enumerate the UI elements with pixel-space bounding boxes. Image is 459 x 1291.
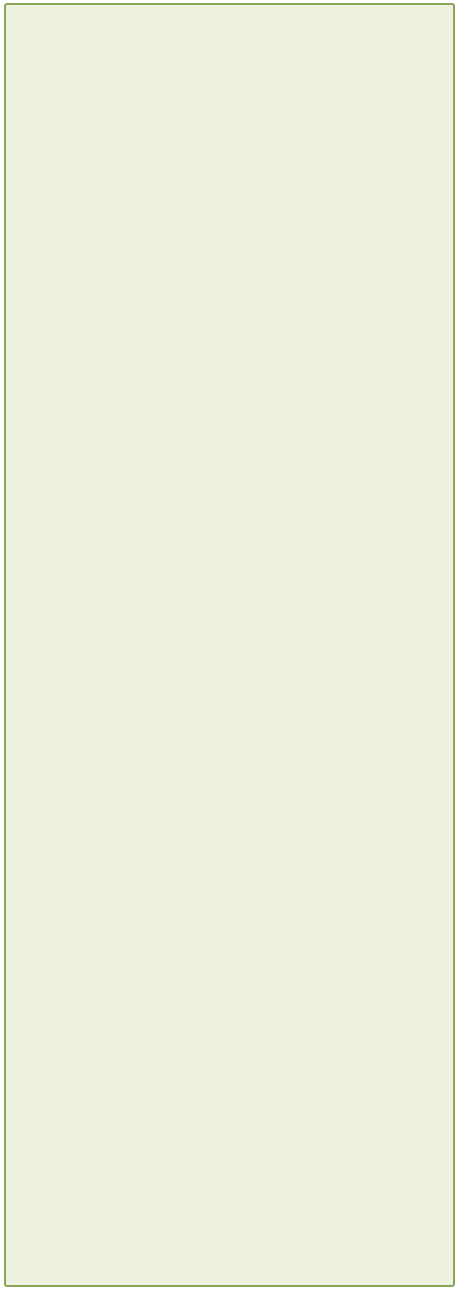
glossary-panel [4,3,455,1287]
